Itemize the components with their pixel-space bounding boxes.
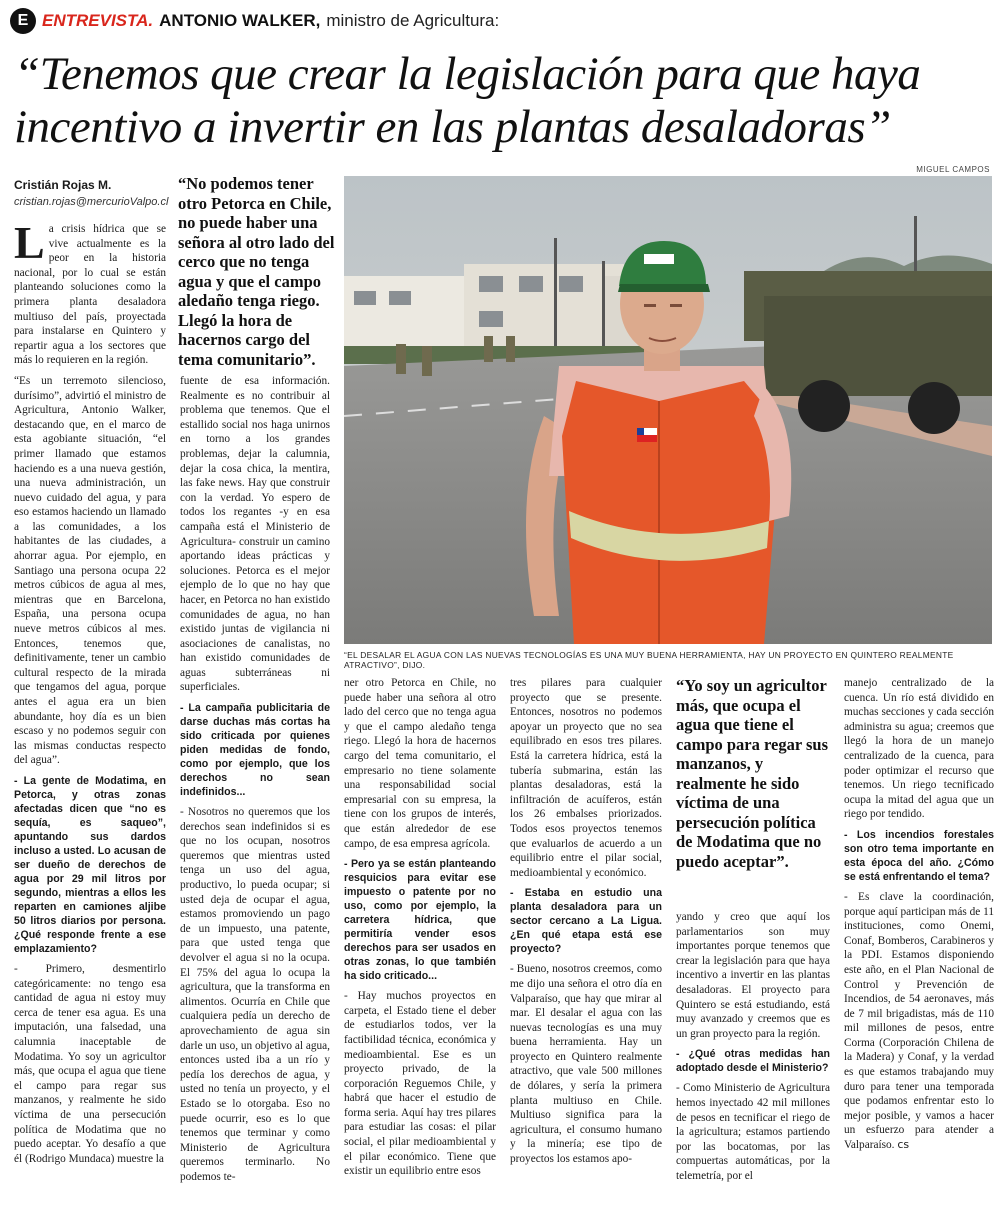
body-paragraph: tres pilares para cualquier proyecto que se presente. Entonces, nosotros no podemos apoyar un proyecto que no sea equilibrado en esos tres pilares. Está la carretera hídrica, está la tubería submarina, están las plantas desaladoras, está la infiltración de acuíferos, están los 26 embalses priorizados. Todos esos proyectos tenemos que evaluarlos de acuerdo a un equilibrio entre el pilar social, medioambiental y económico. [510,677,662,879]
photo-credit: MIGUEL CAMPOS [916,165,990,174]
body-paragraph: fuente de esa información. Realmente es no contribuir al problema que tenemos. Que el estallido social nos haga unirnos en torno a los grandes problemas, dejar la calumnia, dejar la cosa chica, la mentira, las fake news. Hay que construir con la verdad. Yo espero de todos los regantes -y en esa campaña está el Ministerio de Agricultura- construir un camino aportando ideas prácticas y soluciones. Petorca es el mejor ejemplo de lo que no hay que hacer, en Petorca no han existido comunidades de agua, no han existido juntas de vigilancia ni asociaciones de canalistas, no han existido comunidades de aguas subterráneas ni superficiales. [180,375,330,694]
headline: “Tenemos que crear la legislación para que haya incentivo a invertir en las plantas desaladoras” [14,48,921,153]
photo-minister-walker [344,176,992,644]
photo [344,176,992,644]
photo-caption: “EL DESALAR EL AGUA CON LAS NUEVAS TECNOLOGÍAS ES UNA MUY BUENA HERRAMIENTA, HAY UN PROYECTO EN QUINTERO REALMENTE ATRACTIVO”, DIJO. [344,650,954,670]
body-paragraph: manejo centralizado de la cuenca. Un río está dividido en muchas secciones y cada sección administra su agua; creemos que llegó la hora de un manejo centralizado de la cuenca, para poder optimizar el recurso que tenemos. Un riego tecnificado ocupa la mitad del agua que un riego por tendido. [844,677,994,821]
body-paragraph: yando y creo que aquí los parlamentarios son muy importantes porque tenemos que crear la legislación para que haya incentivo a invertir en las plantas desaladoras. El proyecto para Quintero se está estudiando, está muy avanzado y creemos que es un gran proyecto para la región. [676,911,830,1040]
interview-question: - Estaba en estudio una planta desaladora para un sector cercano a La Ligua. ¿En qué etapa está ese proyecto? [510,887,662,956]
article-column-5 [676,910,830,1190]
pullquote-1: “No podemos tener otro Petorca en Chile, no puede haber una señora al otro lado del cerco que no tenga agua y que el campo aledaño tenga riego. Llegó la hora de hacernos cargo del tema comunitario”. [178,174,335,369]
article-column-3 [344,676,496,1185]
article-column-1 [14,217,166,1172]
byline [14,178,169,208]
end-mark: cs [897,1138,910,1152]
lead-paragraph [14,217,166,368]
drop-cap: L [14,217,45,268]
interview-question: - La campaña publicitaria de darse duchas más cortas ha sido criticada por quienes piden medidas de fondo, como por ejemplo, que los derechos no sean indefinidos... [180,702,330,799]
body-paragraph: - Como Ministerio de Agricultura hemos inyectado 42 mil millones de pesos en tecnificar el riego de la agricultura; estamos partiendo por las bocatomas, por las compuertas automáticas, por la telemetría, por el [676,1082,830,1182]
body-paragraph: - Nosotros no queremos que los derechos sean indefinidos si es que no los ocupan, nosotros queremos que mientras usted tenga un uso del agua, productivo, lo pueda ocupar; si usted deja de ocupar el agua, estamos promoviendo un pago de un impuesto, una patente, para que usted tenga que devolver el agua si no la ocupa. El 75% del agua lo ocupa la agricultura, que la transforma en alimentos. Ocurría en Chile que cualquiera pedía un derecho de aprovechamiento de agua sin darle un uso, un objetivo al agua, entonces usted iba a un río y pedía los derechos de agua, y usted no tenía un proyecto, y el Estado se lo otorgaba. Eso no puede ocurrir, eso es lo que tenemos que terminar y como Ministerio de Agricultura queremos terminarlo. No podemos te- [180,806,330,1183]
interview-question: - Pero ya se están planteando resquicios para evitar ese impuesto o patente por no uso, como por ejemplo, la carretera hídrica, que permitiría vender esos derechos para ser usados en otras zonas, lo que también ha sido criticado... [344,858,496,983]
section-label: ENTREVISTA. [42,11,154,30]
body-paragraph: - Es clave la coordinación, porque aquí participan más de 11 instituciones, como Onemi, Conaf, Bomberos, Carabineros y la PDI. Estamos disponiendo este año, en el Plan Nacional de Control y Prevención de Incendios, de 54 aeronaves, más de 7 mil brigadistas, más de 110 mil millones de pesos, entre Corma (Corporación Chilena de la Madera) y Conaf, y la verdad es que estamos trabajando muy duro para tener una temporada que podamos enfrentar esto lo mejor posible, y vamos a hacer un esfuerzo para atender a Valparaíso. cs [844,890,994,1152]
body-paragraph: - Hay muchos proyectos en carpeta, el Estado tiene el deber de estudiarlos todos, ver la factibilidad técnica, económica y medioambiental. Ese es un proyecto privado, de la corporación Reguemos Chile, y habrá que hacer el estudio de forma seria. Aquí hay tres pilares para estudiar las cosas: el pilar social, el pilar medioambiental y el pilar económico. Tiene que existir un equilibrio entre esos [344,990,496,1178]
article-column-2 [180,374,330,1191]
body-paragraph: “Es un terremoto silencioso, durísimo”, advirtió el ministro de Agricultura, Antonio Walker, destacando que, en el marco de esta agobiante situación, “el primer llamado que estamos haciendo es a una nueva gestión, una nueva administración, un nuevo cuidado del agua, y para eso estamos haciendo un llamado a las comunidades, a los habitantes de las ciudades, a ahorrar agua. Por ejemplo, en Santiago una persona ocupa 22 metros cúbicos de agua al mes, mientras que en Barcelona, España, una persona ocupa nueve metros cúbicos al mes. Entonces, tenemos que, definitivamente, tener un cambio cultural respecto de la mirada que tengamos del agua, porque antes el agua era un bien abundante, hoy día es un bien escaso y no podemos seguir con las mismas conductas respecto del agua”. [14,374,166,767]
author-email: cristian.rojas@mercurioValpo.cl [14,196,169,208]
body-paragraph: ner otro Petorca en Chile, no puede haber una señora al otro lado del cerco que no tenga agua y que el campo aledaño tenga riego. Llegó la hora de hacernos cargo del tema comunitario, el empresario no tiene solamente una responsabilidad social empresarial con su empresa, la tiene con los grupos de interés, que están alrededor de ese campo, de esa empresa agrícola. [344,677,496,850]
body-paragraph: - Primero, desmentirlo categóricamente: no tengo esa cantidad de agua ni estoy muy cerca de tener esa agua. Es una imputación, una falsedad, una calumnia inaceptable de Modatima. Yo soy un agricultor más, que ocupa el agua que tiene el campo para regar sus manzanos, y realmente he sido víctima de una persecución política de Modatima que no puedo aceptar. Yo desafío a que él (Rodrigo Mundaca) muestre la [14,962,166,1165]
body-paragraph: - Bueno, nosotros creemos, como me dijo una señora el otro día en Valparaíso, que hay que mirar al mar. El desalar el agua con las nuevas tecnologías es una muy buena herramienta. Hay un proyecto en Quintero realmente atractivo, que vale 500 millones de dólares, y sería la primera planta multiuso en Chile. Multiuso significa para la agricultura, el consumo humano y la minería; ese tipo de proyectos los estamos apo- [510,963,662,1166]
interview-question: - Los incendios forestales son otro tema importante en esta época del año. ¿Cómo se está enfrentando el tema? [844,828,994,883]
article-column-6 [844,676,994,1159]
section-logo: E [10,8,36,34]
interviewee-name: ANTONIO WALKER, [159,11,321,30]
interviewee-role: ministro de Agricultura: [326,11,500,30]
interview-question: - La gente de Modatima, en Petorca, y otras zonas afectadas dicen que “no es sequía, es saqueo”, apuntando sus dardos incluso a usted. Lo acusan de ser dueño de derechos de agua por 29 mil litros por segundo, mientras a ellos les reparten en camiones aljibe 50 litros diarios por persona. ¿Qué responde frente a ese emplazamiento? [14,774,166,955]
lead-text: a crisis hídrica que se vive actualmente es la peor en la historia nacional, por lo cual se están planteando soluciones como la primera planta desaladora multiuso del país, proyectada para instalarse en Quintero y repartir agua a los sectores que más lo requieren en la región. [14,223,166,367]
pullquote-2: “Yo soy un agricultor más, que ocupa el agua que tiene el campo para regar sus manzanos, y realmente he sido víctima de una persecución política de Modatima que no puedo aceptar”. [676,676,829,871]
interview-question: - ¿Qué otras medidas han adoptado desde el Ministerio? [676,1048,830,1075]
author-name: Cristián Rojas M. [14,178,112,192]
article-column-4 [510,676,662,1173]
kicker [10,8,499,34]
